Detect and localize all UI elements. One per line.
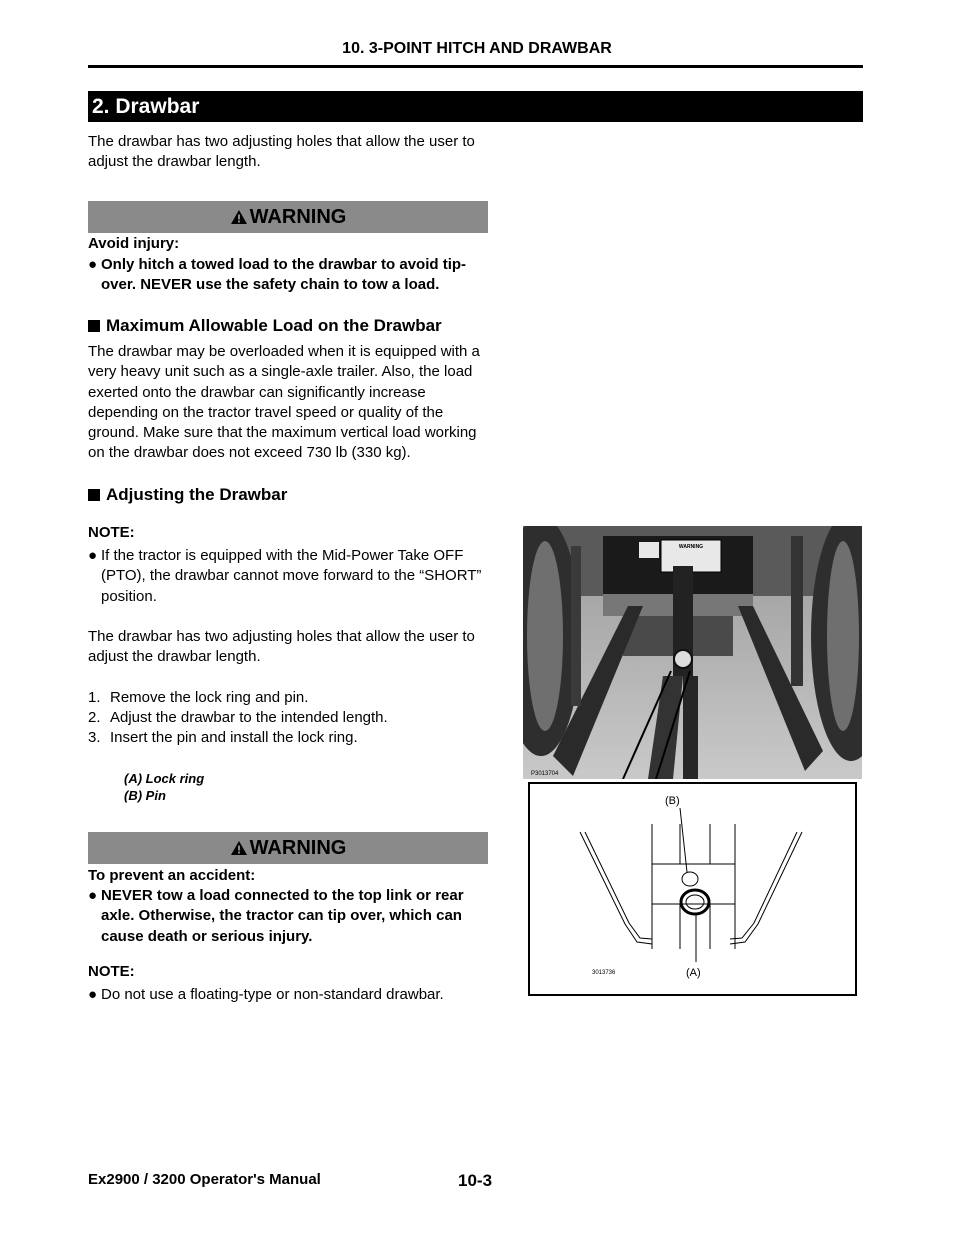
label-a: (A) (686, 967, 701, 979)
drawbar-photo (523, 526, 862, 779)
warning-label: WARNING (249, 837, 347, 859)
diagram-id: 3013736 (592, 970, 616, 976)
square-bullet-icon (88, 320, 100, 332)
note-bullet (88, 985, 493, 1005)
warning-triangle-icon (230, 209, 248, 225)
adjusting-heading-text: Adjusting the Drawbar (106, 485, 288, 504)
bullet-icon: ● (88, 256, 98, 273)
adjusting-paragraph: The drawbar has two adjusting holes that allow the user to adjust the drawbar length. (88, 628, 475, 666)
caption-pin: (B) Pin (124, 788, 166, 803)
chapter-header: 10. 3-POINT HITCH AND DRAWBAR (342, 40, 612, 57)
header-rule (88, 65, 863, 68)
note-bullet-text: If the tractor is equipped with the Mid-Power Take OFF (PTO), the drawbar cannot move forward to the “SHORT” position. (101, 547, 482, 605)
note-label: NOTE: (88, 963, 135, 980)
max-load-heading (88, 316, 442, 336)
plate-label: WARNING (678, 544, 704, 550)
list-item: 1. Remove the lock ring and pin. (88, 689, 309, 706)
max-load-heading-text: Maximum Allowable Load on the Drawbar (106, 316, 442, 335)
warning-bullet-text: Only hitch a towed load to the drawbar to avoid tip-over. NEVER use the safety chain to tow a load. (101, 256, 467, 294)
warning-triangle-icon (230, 840, 248, 856)
list-item: 3. Insert the pin and install the lock ring. (88, 729, 358, 746)
label-b: (B) (665, 795, 680, 807)
warning-bullet-text: NEVER tow a load connected to the top link or rear axle. Otherwise, the tractor can tip over, which can cause death or serious injury. (101, 887, 464, 945)
note-bullet-text: Do not use a floating-type or non-standard drawbar. (101, 986, 444, 1003)
warning-banner (88, 201, 488, 233)
adjusting-heading (88, 485, 287, 505)
note-label: NOTE: (88, 524, 135, 541)
square-bullet-icon (88, 489, 100, 501)
warning-banner (88, 832, 488, 864)
photo-id: P3013704 (531, 771, 559, 777)
caption-lock-ring: (A) Lock ring (124, 771, 205, 786)
footer-manual: Ex2900 / 3200 Operator's Manual (88, 1171, 321, 1188)
bullet-icon: ● (88, 887, 98, 904)
note-bullet (88, 546, 493, 607)
steps-list (88, 688, 498, 748)
list-item: 2. Adjust the drawbar to the intended length. (88, 709, 388, 726)
bullet-icon: ● (88, 986, 98, 1003)
intro-paragraph: The drawbar has two adjusting holes that allow the user to adjust the drawbar length. (88, 133, 475, 171)
warning-lead: Avoid injury: (88, 235, 180, 252)
warning-bullet (88, 886, 493, 947)
bullet-icon: ● (88, 547, 98, 564)
drawbar-diagram (528, 782, 857, 996)
section-title: 2. Drawbar (88, 91, 863, 122)
warning-label: WARNING (249, 206, 347, 228)
footer-page: 10-3 (458, 1171, 493, 1190)
warning-lead: To prevent an accident: (88, 867, 256, 884)
max-load-paragraph: The drawbar may be overloaded when it is equipped with a very heavy unit such as a single-axle trailer. Also, the load exerted onto the drawbar can significantly increase depending on the tractor travel speed or quality of the ground. Make sure that the maximum vertical load working on the drawbar does not exceed 730 lb (330 kg). (88, 343, 480, 462)
warning-bullet (88, 255, 493, 296)
